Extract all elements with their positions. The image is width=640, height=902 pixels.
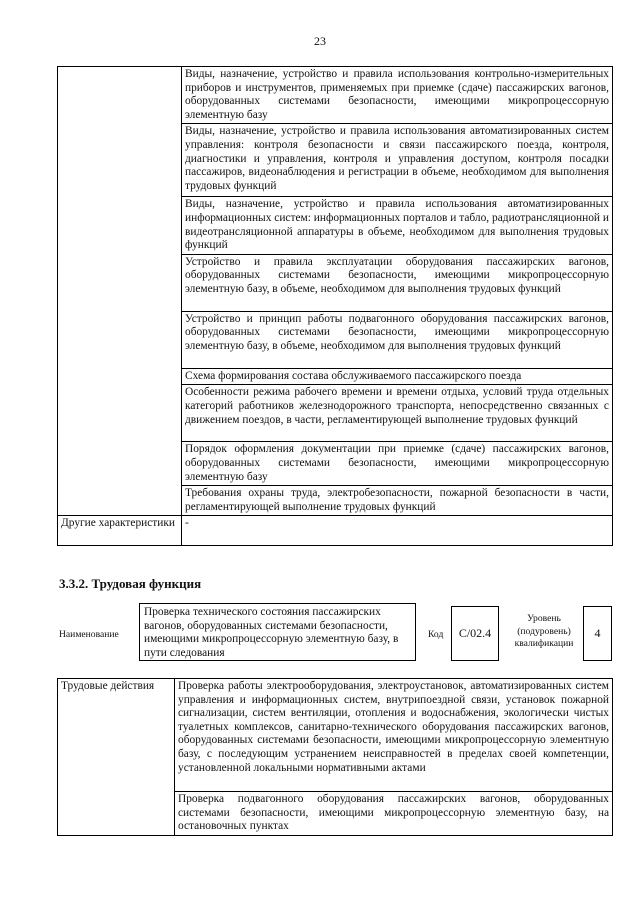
other-characteristics-label: Другие характеристики — [58, 516, 182, 546]
labor-action-item: Проверка работы электрооборудования, электроустановок, автоматизированных систем управления и информационных систем, внутрипоездной связи, установок пожарной сигнализации, систем вентиляции, отопления и водоснабжения, экологически чистых туалетных комплексов, санитарно-технического оборудования пассажирских вагонов, оборудованных системами безопасности, имеющими микропроцессорную элементную базу, с последующим устранением неисправностей в пределах своей компетенции, установленной локальными нормативными актами — [175, 679, 613, 792]
table-row — [58, 67, 613, 124]
knowledge-item: Порядок оформления документации при приемке (сдаче) пассажирских вагонов, оборудованных системами безопасности, имеющими микропроцессорную элементную базу — [182, 442, 613, 486]
table-row — [58, 516, 613, 546]
knowledge-item: Схема формирования состава обслуживаемого пассажирского поезда — [182, 368, 613, 385]
qualification-level-box: 4 — [583, 606, 612, 661]
function-header — [57, 603, 613, 665]
knowledge-item: Виды, назначение, устройство и правила использования автоматизированных систем управления: контроля безопасности и связи пассажирского поезда, контроля, диагностики и управления, контроля и управления доступом, контроля посадки пассажиров, видеонаблюдения и регистрации в объеме, необходимом для выполнения трудовых функций — [182, 124, 613, 197]
knowledge-item: Устройство и принцип работы подвагонного оборудования пассажирских вагонов, оборудованных системами безопасности, имеющими микропроцессорную элементную базу, в объеме, необходимом для выполнения трудовых функций — [182, 311, 613, 368]
code-label: Код — [428, 629, 444, 640]
knowledge-item: Особенности режима рабочего времени и времени отдыха, условий труда отдельных категорий работников железнодорожного транспорта, непосредственно связанных с движением поездов, в части, регламентирующей выполнение трудовых функций — [182, 385, 613, 442]
knowledge-item: Виды, назначение, устройство и правила использования контрольно-измерительных приборов и инструментов, применяемых при приемке (сдаче) пассажирских вагонов, оборудованных системами безопасности, имеющими микропроцессорную элементную базу — [182, 67, 613, 124]
knowledge-item: Виды, назначение, устройство и правила использования автоматизированных информационных систем: информационных порталов и табло, радиотрансляционной и видеотрансляционной аппаратуры в объеме, необходимом для выполнения трудовых функций — [182, 197, 613, 254]
other-characteristics-value: - — [182, 516, 613, 546]
knowledge-table — [57, 66, 613, 546]
page-number: 23 — [314, 34, 326, 48]
level-label: Уровень (подуровень) квалификации — [514, 613, 574, 649]
knowledge-label-cell — [58, 67, 182, 516]
knowledge-item: Требования охраны труда, электробезопасности, пожарной безопасности в части, регламентирующей выполнение трудовых функций — [182, 486, 613, 516]
section-title: 3.3.2. Трудовая функция — [59, 576, 202, 591]
table-row — [58, 679, 613, 792]
labor-actions-table — [57, 678, 613, 836]
labor-actions-label: Трудовые действия — [58, 679, 175, 836]
knowledge-item: Устройство и правила эксплуатации оборудования пассажирских вагонов, оборудованных системами безопасности, имеющими микропроцессорную элементную базу, в объеме, необходимом для выполнения трудовых функций — [182, 254, 613, 311]
name-label: Наименование — [59, 629, 119, 640]
function-code-box: С/02.4 — [451, 606, 499, 661]
function-name-box: Проверка технического состояния пассажирских вагонов, оборудованных системами безопасности, имеющими микропроцессорную элементную базу, в пути следования — [139, 603, 416, 661]
labor-action-item: Проверка подвагонного оборудования пассажирских вагонов, оборудованных системами безопасности, имеющими микропроцессорную элементную базу, на остановочных пунктах — [175, 792, 613, 836]
